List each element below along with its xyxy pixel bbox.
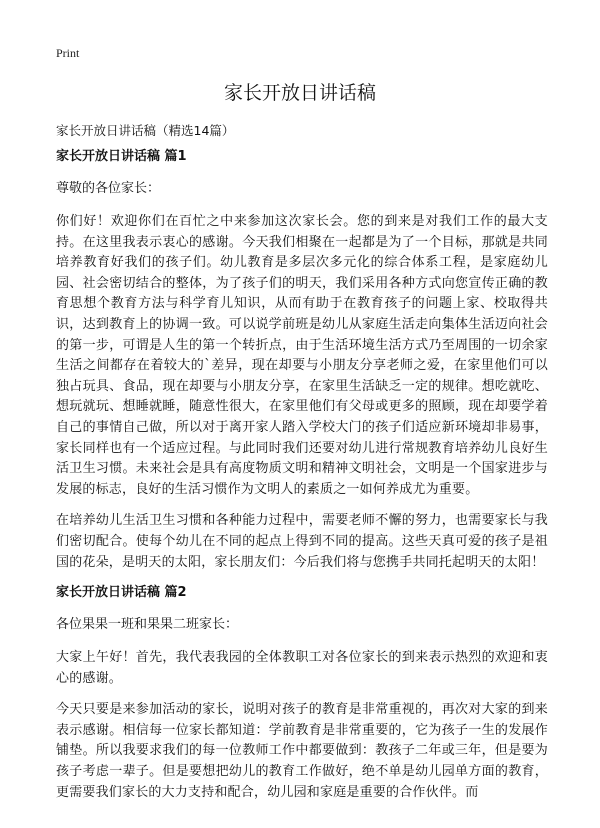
section-greeting: 尊敬的各位家长： <box>56 181 161 196</box>
section-2 <box>56 584 548 803</box>
document-content <box>56 148 548 814</box>
section-1 <box>56 148 548 573</box>
paragraph: 在培养幼儿生活卫生习惯和各种能力过程中，需要老师不懈的努力，也需要家长与我们密切配合。使每个幼儿在不同的起点上得到不同的提高。这些天真可爱的孩子是祖国的花朵，是明天的太阳，家长朋友们：今后我们将与您携手共同托起明天的太阳！ <box>56 513 548 570</box>
section-heading: 家长开放日讲话稿 篇1 <box>56 149 187 164</box>
section-greeting: 各位果果一班和果果二班家长： <box>56 617 239 633</box>
section-heading: 家长开放日讲话稿 篇2 <box>56 585 187 601</box>
page-title: 家长开放日讲话稿 <box>223 82 376 104</box>
print-link[interactable]: Print <box>56 46 80 60</box>
paragraph: 今天只要是来参加活动的家长，说明对孩子的教育是非常重视的，再次对大家的到来表示感谢。相信每一位家长都知道：学前教育是非常重要的，它为孩子一生的发展作铺垫。所以我要求我们的每一位教师工作中都要做到：教孩子二年或三年，但是要为孩子考虑一辈子。但是要想把幼儿的教育工作做好，绝不单是幼儿园单方面的教育，更需要我们家长的大力支持和配合，幼儿园和家庭是重要的合作伙伴。而 <box>56 702 548 800</box>
document-subtitle: 家长开放日讲话稿（精选14篇） <box>56 123 235 138</box>
paragraph: 你们好！欢迎你们在百忙之中来参加这次家长会。您的到来是对我们工作的最大支持。在这里我表示衷心的感谢。今天我们相聚在一起都是为了一个目标，那就是共同培养教育好我们的孩子们。幼儿教育是多层次多元化的综合体系工程，是家庭幼儿园、社会密切结合的整体，为了孩子们的明天，我们采用各种方式向您宣传正确的教育思想个教育方法与科学育儿知识，从而有助于在教育孩子的问题上家、校取得共识，达到教育上的协调一致。可以说学前班是幼儿从家庭生活走向集体生活迈向社会的第一步，可谓是人生的第一个转折点，由于生活环境生活方式乃至周围的一切余家生活之间都存在着较大的`差异，现在却要与小朋友分享老师之爱，在家里他们可以独占玩具、食品，现在却要与小朋友分享，在家里生活缺乏一定的规律。想吃就吃、想玩就玩、想睡就睡，随意性很大，在家里他们有父母或更多的照顾，现在却要学着自己的事情自己做，所以对于离开家人踏入学校大门的孩子们适应新环境却非易事，家长同样也有一个适应过程。与此同时我们还要对幼儿进行常规教育培养幼儿良好生活卫生习惯。未来社会是具有高度物质文明和精神文明社会，文明是一个国家进步与发展的标志，良好的生活习惯作为文明人的素质之一如何养成尤为重要。 <box>56 214 548 497</box>
paragraph: 大家上午好！首先，我代表我园的全体教职工对各位家长的到来表示热烈的欢迎和衷心的感谢。 <box>56 650 548 686</box>
